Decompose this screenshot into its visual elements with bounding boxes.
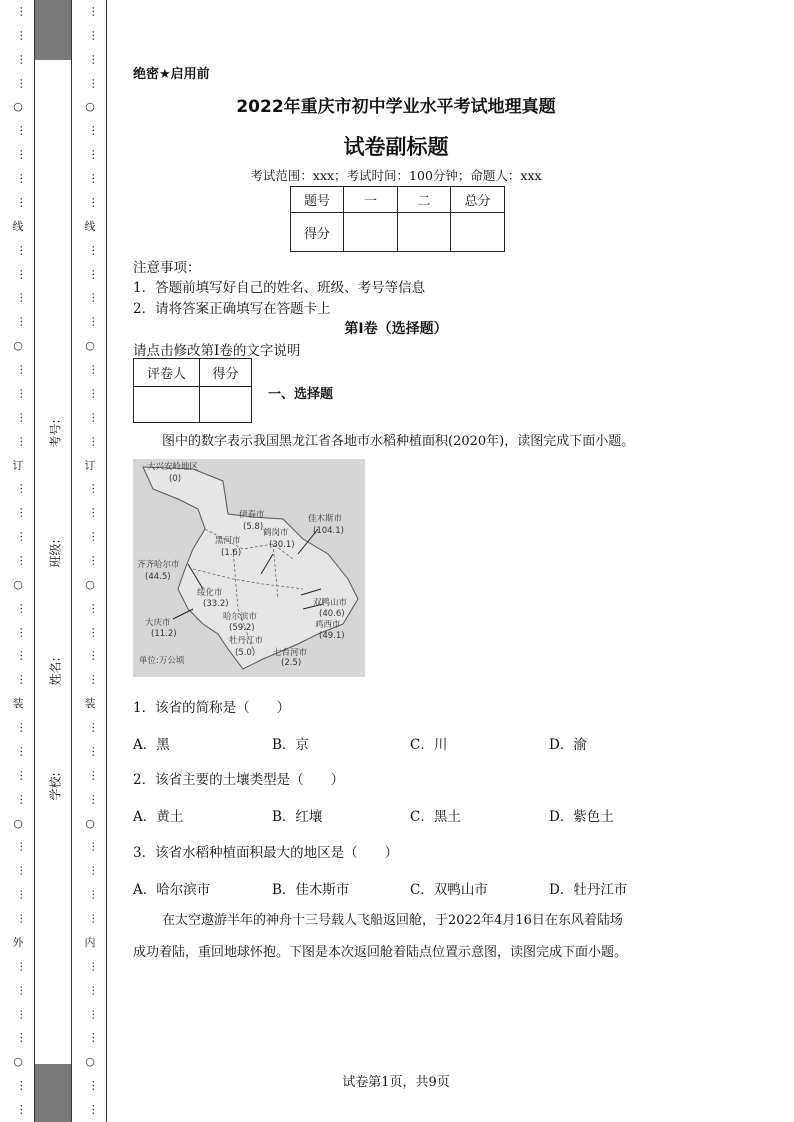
intro2-line2: 成功着陆，重回地球怀抱。下图是本次返回舱着陆点位置示意图，读图完成下面小题。 xyxy=(133,945,628,960)
page-footer: 试卷第1页，共9页 xyxy=(342,1075,450,1090)
binding-dots: … xyxy=(11,435,25,447)
map-label: 齐齐哈尔市 xyxy=(137,560,180,570)
map-label: (30.1) xyxy=(269,540,295,550)
q3-option-d: D．牡丹江市 xyxy=(549,882,628,898)
map-label: 绥化市 xyxy=(197,588,223,598)
binding-char: 订 xyxy=(12,458,24,472)
binding-dots: … xyxy=(11,1032,25,1044)
q2-option-c: C．黑土 xyxy=(410,809,461,825)
binding-dots: … xyxy=(11,769,25,781)
score-row-label: 得分 xyxy=(291,213,344,252)
grader-header: 得分 xyxy=(200,359,252,387)
score-cell xyxy=(344,213,398,252)
binding-dots: … xyxy=(11,244,25,256)
binding-dots: … xyxy=(11,149,25,161)
binding-dots: … xyxy=(11,411,25,423)
section-title: 第I卷（选择题） xyxy=(344,321,448,337)
map-label: (49.1) xyxy=(319,631,345,641)
map-label: 大庆市 xyxy=(145,618,171,628)
part-title: 一、选择题 xyxy=(268,387,334,402)
grader-cell xyxy=(134,387,200,423)
binding-dots: … xyxy=(83,602,97,614)
binding-dots: … xyxy=(11,984,25,996)
binding-dots: … xyxy=(83,53,97,65)
map-label: (5.8) xyxy=(243,522,264,532)
map-label: (0) xyxy=(169,474,182,484)
binding-dots: … xyxy=(83,507,97,519)
binding-circle: ○ xyxy=(85,339,95,353)
binding-dots: … xyxy=(11,364,25,376)
binding-dots: … xyxy=(11,722,25,734)
binding-dots: … xyxy=(83,722,97,734)
binding-dots: … xyxy=(11,793,25,805)
secret-label: 绝密★启用前 xyxy=(133,67,210,82)
binding-dots: … xyxy=(11,650,25,662)
map-label: 黑河市 xyxy=(215,536,241,546)
map-label: (11.2) xyxy=(151,629,177,639)
binding-dots: … xyxy=(11,1008,25,1020)
binding-dots: … xyxy=(83,483,97,495)
intro2-line1: 在太空遨游半年的神舟十三号载人飞船返回舱，于2022年4月16日在东风着陆场 xyxy=(162,913,623,928)
binding-dots: … xyxy=(83,387,97,399)
binding-dots: … xyxy=(11,292,25,304)
binding-dots: … xyxy=(11,77,25,89)
score-cell xyxy=(398,213,451,252)
map-label: 双鸭山市 xyxy=(313,598,348,608)
binding-dots: … xyxy=(11,531,25,543)
binding-dots: … xyxy=(83,29,97,41)
score-cell xyxy=(451,213,505,252)
q2-option-b: B．红壤 xyxy=(272,809,323,825)
binding-dots: … xyxy=(11,555,25,566)
binding-dots: … xyxy=(83,125,97,137)
binding-strip-bottom xyxy=(34,1064,71,1122)
binding-line-1 xyxy=(34,0,35,1122)
map-label: 佳木斯市 xyxy=(308,514,343,524)
score-header-cell: 二 xyxy=(398,187,451,213)
binding-dots: … xyxy=(83,1104,97,1115)
outer-binding-marks xyxy=(8,0,28,1122)
q3-option-c: C．双鸭山市 xyxy=(410,882,488,898)
binding-dots: … xyxy=(83,1032,97,1044)
page-title: 2022年重庆市初中学业水平考试地理真题 xyxy=(236,97,556,117)
binding-dots: … xyxy=(11,196,25,208)
binding-dots: … xyxy=(11,602,25,614)
map-label: (1.6) xyxy=(221,548,242,558)
binding-dots: … xyxy=(11,387,25,399)
q1-option-d: D．渝 xyxy=(549,737,587,753)
binding-dots: … xyxy=(83,411,97,423)
binding-dots: … xyxy=(11,865,25,877)
notice-item: 1．答题前填写好自己的姓名、班级、考号等信息 xyxy=(133,280,426,296)
binding-dots: … xyxy=(11,960,25,972)
heilongjiang-rice-map xyxy=(133,459,365,677)
q2-option-a: A．黄土 xyxy=(133,809,184,825)
map-label: (59.2) xyxy=(229,623,255,633)
map-label: 牡丹江市 xyxy=(229,636,264,646)
binding-char: 线 xyxy=(12,219,24,233)
binding-dots: … xyxy=(83,435,97,447)
binding-dots: … xyxy=(11,913,25,925)
field-class: 班级: xyxy=(48,539,63,568)
binding-dots: … xyxy=(83,889,97,901)
binding-dots: … xyxy=(83,316,97,328)
score-table xyxy=(290,186,505,252)
binding-dots: … xyxy=(83,364,97,376)
score-header-cell: 题号 xyxy=(291,187,344,213)
grader-table xyxy=(133,358,252,423)
binding-dots: … xyxy=(11,6,25,17)
binding-dots: … xyxy=(83,960,97,972)
map-label: 单位:万公顷 xyxy=(139,656,185,666)
binding-dots: … xyxy=(83,173,97,185)
binding-dots: … xyxy=(83,745,97,757)
exam-info: 考试范围：xxx；考试时间：100分钟；命题人：xxx xyxy=(250,168,542,183)
section-desc: 请点击修改第I卷的文字说明 xyxy=(133,343,301,359)
intro-paragraph: 图中的数字表示我国黑龙江省各地市水稻种植面积(2020年)，读图完成下面小题。 xyxy=(162,434,635,449)
binding-dots: … xyxy=(11,29,25,41)
binding-strip-top xyxy=(34,0,71,60)
field-school: 学校: xyxy=(48,772,63,801)
q1-option-c: C．川 xyxy=(410,737,448,753)
binding-dots: … xyxy=(11,1080,25,1092)
map-label: (33.2) xyxy=(203,599,229,609)
q3-option-a: A．哈尔滨市 xyxy=(133,882,211,898)
map-label: 鹤岗市 xyxy=(263,528,289,538)
map-label: (5.0) xyxy=(235,648,256,658)
page-subtitle: 试卷副标题 xyxy=(343,135,449,159)
binding-dots: … xyxy=(11,125,25,137)
grader-cell xyxy=(200,387,252,423)
binding-dots: … xyxy=(83,626,97,638)
binding-line-2 xyxy=(71,0,72,1122)
map-label: (104.1) xyxy=(313,526,344,536)
binding-dots: … xyxy=(83,769,97,781)
binding-dots: … xyxy=(11,841,25,853)
binding-dots: … xyxy=(83,292,97,304)
question-stem-1: 1．该省的简称是（ ） xyxy=(133,700,291,716)
field-name: 姓名: xyxy=(48,657,63,686)
map-label: 七台河市 xyxy=(273,648,308,658)
score-header-cell: 总分 xyxy=(451,187,505,213)
binding-circle: ○ xyxy=(13,1055,23,1069)
binding-dots: … xyxy=(11,626,25,638)
binding-char: 装 xyxy=(12,697,24,711)
binding-circle: ○ xyxy=(85,577,95,591)
q1-option-a: A．黑 xyxy=(133,737,170,753)
question-stem-2: 2．该省主要的土壤类型是（ ） xyxy=(133,772,345,788)
binding-dots: … xyxy=(83,650,97,662)
inner-binding-marks xyxy=(80,0,100,1122)
binding-dots: … xyxy=(11,745,25,757)
notice-title: 注意事项： xyxy=(133,260,201,276)
binding-dots: … xyxy=(83,77,97,89)
binding-dots: … xyxy=(11,674,25,686)
binding-dots: … xyxy=(11,507,25,519)
notice-item: 2．请将答案正确填写在答题卡上 xyxy=(133,301,331,317)
q2-option-d: D．紫色土 xyxy=(549,809,614,825)
binding-char: 外 xyxy=(12,935,24,949)
binding-dots: … xyxy=(11,53,25,65)
binding-dots: … xyxy=(83,674,97,686)
binding-circle: ○ xyxy=(13,339,23,353)
map-label: 伊春市 xyxy=(239,510,265,520)
binding-char: 内 xyxy=(84,935,96,949)
binding-dots: … xyxy=(83,793,97,805)
binding-dots: … xyxy=(83,268,97,280)
score-header-cell: 一 xyxy=(344,187,398,213)
binding-dots: … xyxy=(11,268,25,280)
binding-circle: ○ xyxy=(85,816,95,830)
binding-dots: … xyxy=(11,889,25,901)
binding-circle: ○ xyxy=(13,100,23,114)
q1-option-b: B．京 xyxy=(272,737,309,753)
binding-dots: … xyxy=(11,483,25,495)
map-label: 大兴安岭地区 xyxy=(147,462,199,472)
question-stem-3: 3．该省水稻种植面积最大的地区是（ ） xyxy=(133,845,399,861)
binding-circle: ○ xyxy=(85,100,95,114)
binding-dots: … xyxy=(11,316,25,328)
grader-header: 评卷人 xyxy=(134,359,200,387)
map-label: (44.5) xyxy=(145,572,171,582)
binding-dots: … xyxy=(83,244,97,256)
binding-dots: … xyxy=(83,555,97,566)
binding-dots: … xyxy=(83,841,97,853)
q3-option-b: B．佳木斯市 xyxy=(272,882,350,898)
binding-dots: … xyxy=(83,865,97,877)
binding-char: 装 xyxy=(84,697,96,711)
map-label: (40.6) xyxy=(319,609,345,619)
binding-dots: … xyxy=(83,149,97,161)
binding-dots: … xyxy=(83,1080,97,1092)
binding-dots: … xyxy=(83,1008,97,1020)
field-exam-no: 考号: xyxy=(48,419,63,448)
binding-dots: … xyxy=(83,984,97,996)
binding-char: 订 xyxy=(84,458,96,472)
map-label: (2.5) xyxy=(281,658,302,668)
binding-dots: … xyxy=(83,913,97,925)
map-label: 哈尔滨市 xyxy=(223,612,258,622)
binding-dots: … xyxy=(11,173,25,185)
map-label: 鸡西市 xyxy=(315,620,341,630)
binding-circle: ○ xyxy=(85,1055,95,1069)
binding-circle: ○ xyxy=(13,577,23,591)
binding-char: 线 xyxy=(84,219,96,233)
binding-dots: … xyxy=(11,1104,25,1115)
binding-dots: … xyxy=(83,531,97,543)
binding-circle: ○ xyxy=(13,816,23,830)
binding-dots: … xyxy=(83,6,97,17)
binding-dots: … xyxy=(83,196,97,208)
